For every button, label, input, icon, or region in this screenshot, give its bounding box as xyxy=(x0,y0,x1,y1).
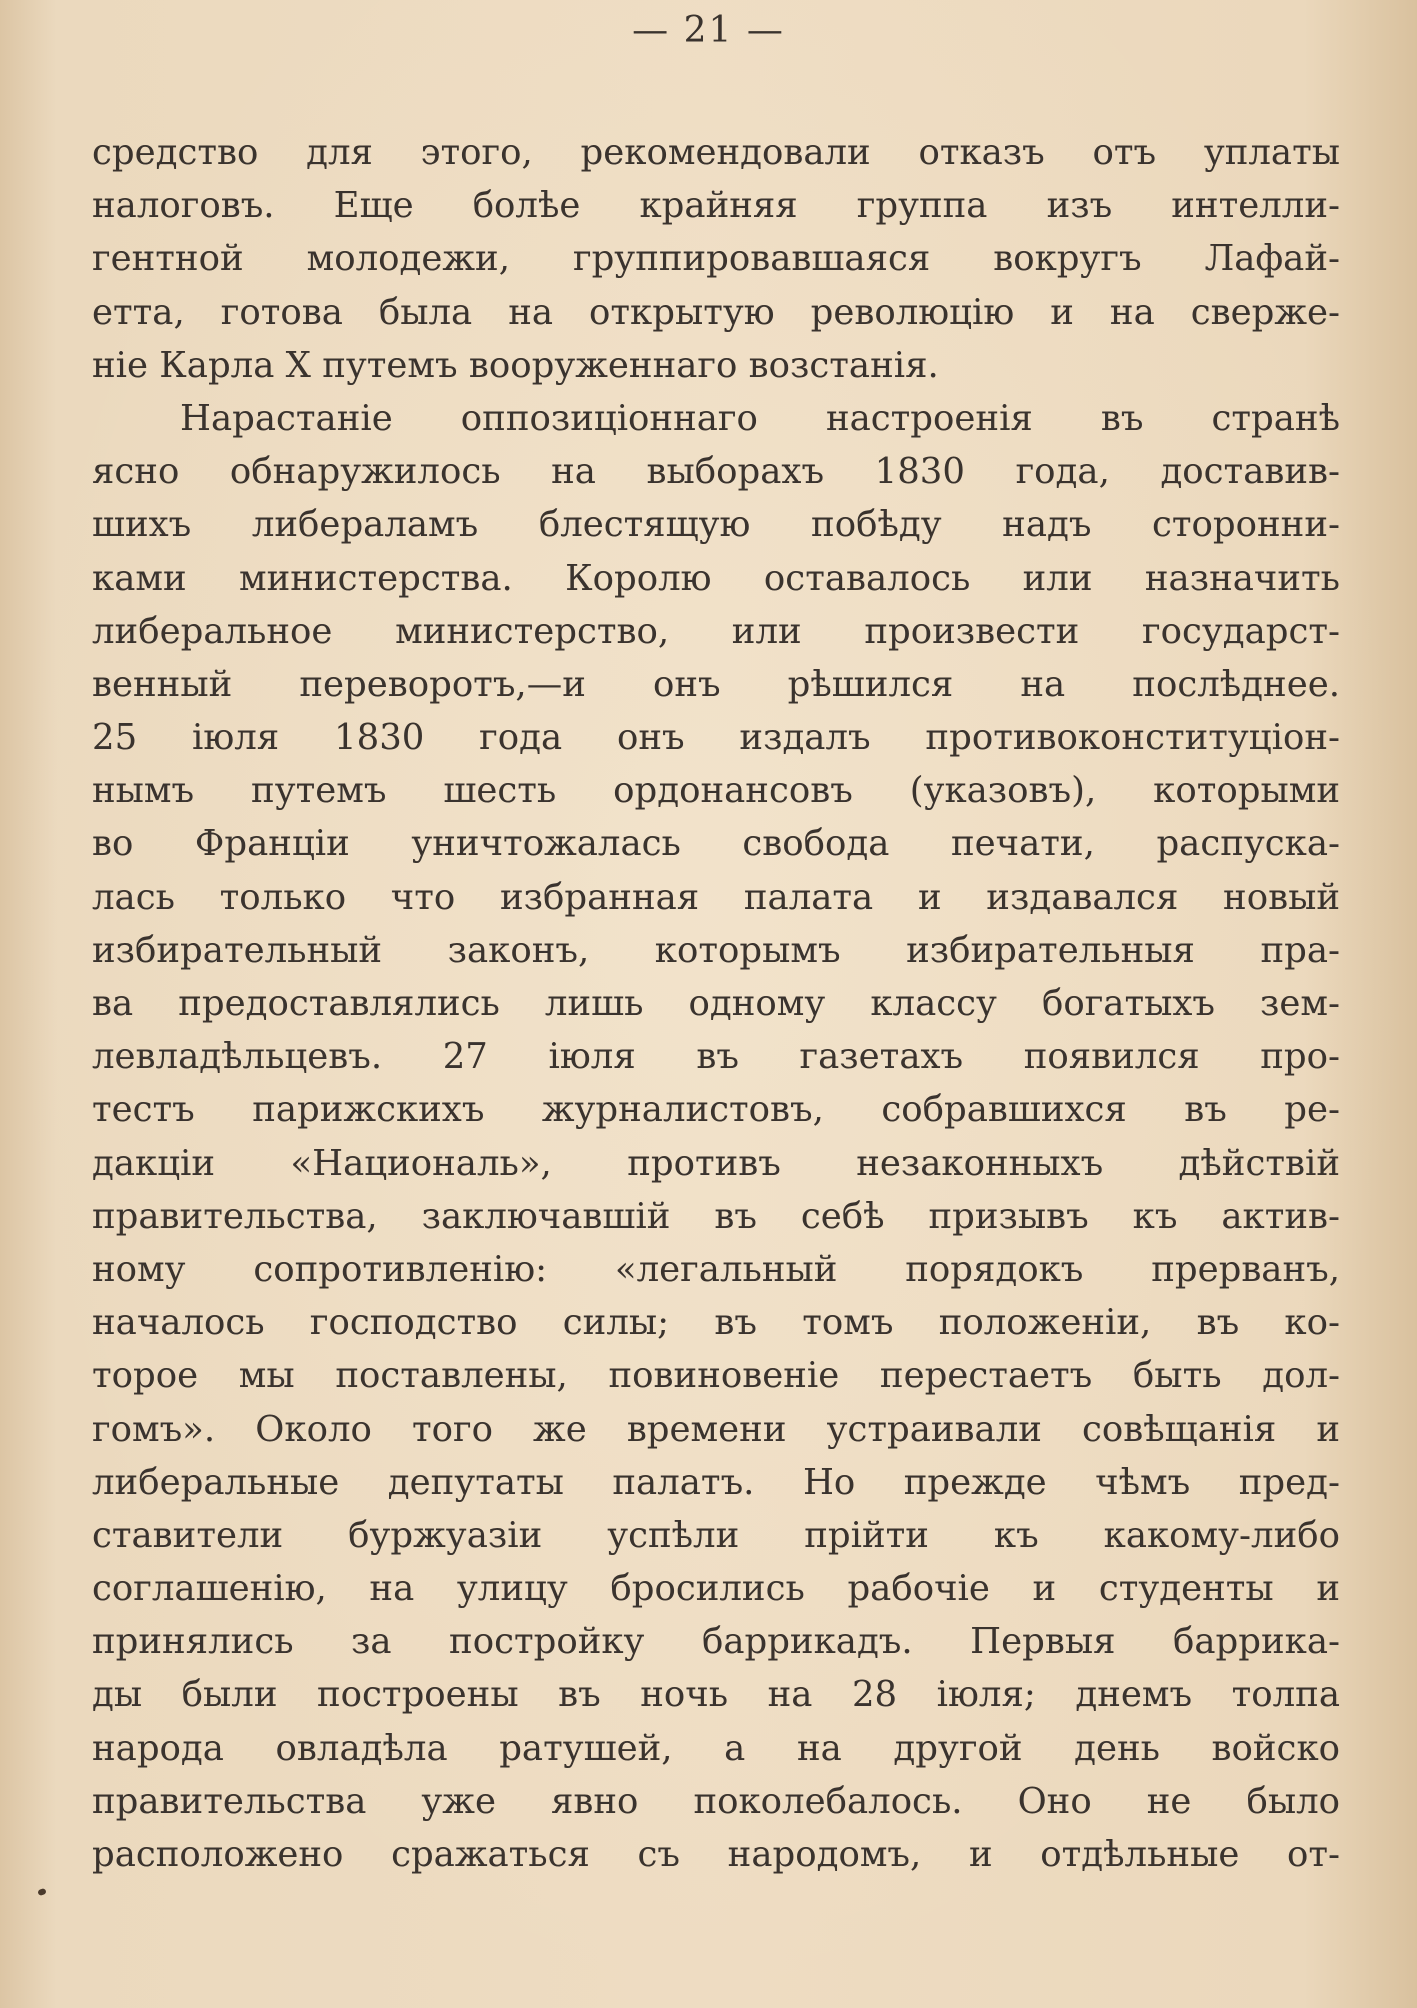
text-line: соглашенію, на улицу бросились рабочіе и студенты и xyxy=(92,1568,1340,1610)
text-line: ніе Карла X путемъ вооруженнаго возстанія. xyxy=(92,344,939,386)
text-line: народа овладѣла ратушей, а на другой день войско xyxy=(92,1727,1340,1769)
text-line: тестъ парижскихъ журналистовъ, собравшихся въ ре- xyxy=(92,1089,1340,1131)
text-line: правительства, заключавшій въ себѣ призывъ къ актив- xyxy=(92,1195,1340,1237)
text-line: Нарастаніе оппозиціоннаго настроенія въ странѣ xyxy=(180,397,1340,439)
text-line: 25 іюля 1830 года онъ издалъ противоконституціон- xyxy=(92,717,1340,759)
text-line: гомъ». Около того же времени устраивали совѣщанія и xyxy=(92,1408,1340,1450)
text-line: либеральные депутаты палатъ. Но прежде чѣмъ пред- xyxy=(92,1461,1340,1503)
text-line: етта, готова была на открытую революцію и на сверже- xyxy=(92,291,1340,333)
text-line: шихъ либераламъ блестящую побѣду надъ сторонни- xyxy=(92,504,1340,546)
text-line: ва предоставлялись лишь одному классу богатыхъ зем- xyxy=(92,983,1340,1024)
text-line: ясно обнаружилось на выборахъ 1830 года, доставив- xyxy=(92,451,1340,493)
page-number: — 21 — xyxy=(632,10,785,51)
text-line: торое мы поставлены, повиновеніе перестаетъ быть дол- xyxy=(92,1355,1340,1397)
text-line: либеральное министерство, или произвести государст- xyxy=(92,610,1340,652)
text-line: дакціи «Националь», противъ незаконныхъ дѣйствій xyxy=(92,1142,1340,1184)
text-line: во Франціи уничтожалась свобода печати, распуска- xyxy=(92,823,1340,865)
text-line: венный переворотъ,—и онъ рѣшился на послѣднее. xyxy=(92,663,1340,705)
text-line: налоговъ. Еще болѣе крайняя группа изъ интелли- xyxy=(92,185,1340,227)
text-line: ставители буржуазіи успѣли прійти къ какому-либо xyxy=(92,1514,1340,1556)
ink-speck xyxy=(37,1888,47,1896)
text-line: расположено сражаться съ народомъ, и отдѣльные от- xyxy=(92,1834,1340,1875)
text-line: ками министерства. Королю оставалось или назначить xyxy=(92,557,1340,599)
text-line: средство для этого, рекомендовали отказъ отъ уплаты xyxy=(92,132,1340,173)
text-line: лась только что избранная палата и издавался новый xyxy=(92,876,1340,918)
text-line: ному сопротивленію: «легальный порядокъ прерванъ, xyxy=(92,1248,1340,1290)
body-text xyxy=(92,126,1340,1881)
text-line: гентной молодежи, группировавшаяся вокругъ Лафай- xyxy=(92,238,1340,280)
text-line: левладѣльцевъ. 27 іюля въ газетахъ появился про- xyxy=(92,1036,1340,1078)
text-line: правительства уже явно поколебалось. Оно не было xyxy=(92,1780,1340,1822)
text-line: принялись за постройку баррикадъ. Первыя баррика- xyxy=(92,1621,1340,1663)
text-line: избирательный законъ, которымъ избирательныя пра- xyxy=(92,929,1340,971)
text-line: ды были построены въ ночь на 28 іюля; днемъ толпа xyxy=(92,1674,1340,1716)
text-line: нымъ путемъ шесть ордонансовъ (указовъ), которыми xyxy=(92,770,1340,812)
text-line: началось господство силы; въ томъ положеніи, въ ко- xyxy=(92,1302,1340,1344)
